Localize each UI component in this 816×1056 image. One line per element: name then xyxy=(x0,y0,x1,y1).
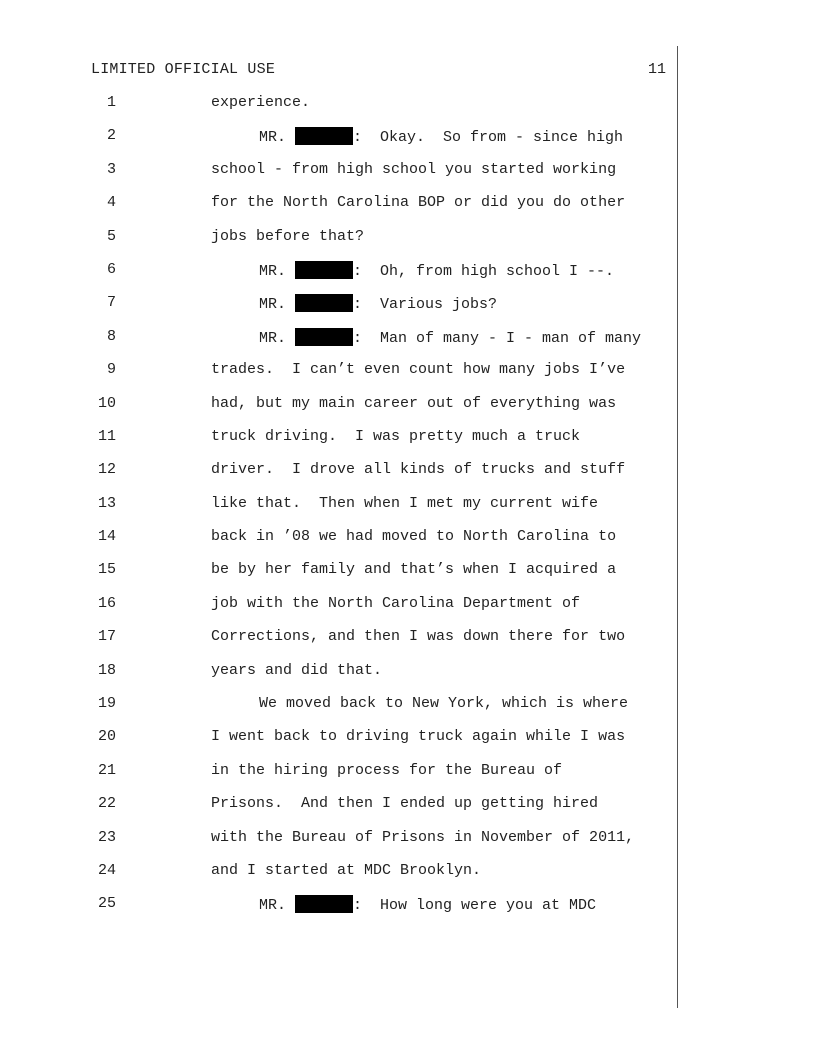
line-text xyxy=(211,795,598,812)
right-margin-rule xyxy=(677,46,678,1008)
line-text xyxy=(211,495,598,512)
transcript-line xyxy=(0,595,677,628)
line-number: 2 xyxy=(106,127,116,145)
transcript-body xyxy=(0,94,677,929)
redaction-box xyxy=(295,261,353,279)
line-content: : Various jobs? xyxy=(353,296,498,314)
line-text xyxy=(211,561,616,578)
line-content: We moved back to New York, which is where xyxy=(259,695,629,713)
line-text xyxy=(211,194,625,211)
line-text xyxy=(211,228,364,245)
line-text xyxy=(211,762,562,779)
line-text xyxy=(211,662,382,679)
line-content: school - from high school you started working xyxy=(211,160,617,178)
line-content: jobs before that? xyxy=(211,227,365,245)
line-number: 18 xyxy=(97,661,116,679)
transcript-line xyxy=(0,495,677,528)
speaker-prefix: MR. xyxy=(259,329,296,347)
line-content: and I started at MDC Brooklyn. xyxy=(211,861,482,879)
line-text xyxy=(211,428,580,445)
line-content: : How long were you at MDC xyxy=(353,897,597,915)
redaction-box xyxy=(295,294,353,312)
line-content: Prisons. And then I ended up getting hired xyxy=(211,795,599,813)
transcript-line xyxy=(0,829,677,862)
speaker-prefix: MR. xyxy=(259,897,296,915)
line-text xyxy=(259,695,628,712)
line-content: experience. xyxy=(211,94,311,111)
line-number: 8 xyxy=(106,327,116,345)
line-number: 23 xyxy=(97,828,116,846)
line-content: : Oh, from high school I --. xyxy=(353,262,615,280)
line-text xyxy=(211,595,580,612)
transcript-line xyxy=(0,461,677,494)
line-number: 11 xyxy=(97,427,116,445)
line-content: in the hiring process for the Bureau of xyxy=(211,761,563,779)
transcript-line xyxy=(0,328,677,361)
transcript-line xyxy=(0,127,677,160)
transcript-line xyxy=(0,161,677,194)
line-text xyxy=(211,395,616,412)
transcript-line xyxy=(0,662,677,695)
line-content: : Man of many - I - man of many xyxy=(353,329,642,347)
line-text xyxy=(211,829,634,846)
transcript-line xyxy=(0,194,677,227)
line-number: 12 xyxy=(97,461,116,479)
transcript-line xyxy=(0,395,677,428)
redaction-box xyxy=(295,895,353,913)
line-text xyxy=(259,895,596,914)
line-number: 22 xyxy=(97,795,116,813)
line-number: 25 xyxy=(97,895,116,913)
line-number: 24 xyxy=(97,861,116,879)
transcript-line xyxy=(0,261,677,294)
speaker-prefix: MR. xyxy=(259,129,296,147)
transcript-line xyxy=(0,695,677,728)
line-number: 14 xyxy=(97,528,116,546)
line-content: driver. I drove all kinds of trucks and stuff xyxy=(211,461,626,479)
line-content: truck driving. I was pretty much a truck xyxy=(211,427,581,445)
line-content: be by her family and that’s when I acquired a xyxy=(211,561,617,579)
line-number: 1 xyxy=(106,94,116,111)
line-text xyxy=(259,294,497,313)
line-text xyxy=(211,161,616,178)
line-content: Corrections, and then I was down there for two xyxy=(211,628,626,646)
transcript-line xyxy=(0,228,677,261)
redaction-box xyxy=(295,328,353,346)
line-text xyxy=(211,361,625,378)
line-text xyxy=(259,127,623,146)
line-content: I went back to driving truck again while I was xyxy=(211,728,626,746)
transcript-line xyxy=(0,628,677,661)
line-content: years and did that. xyxy=(211,661,383,679)
speaker-prefix: MR. xyxy=(259,296,296,314)
line-text xyxy=(211,461,625,478)
transcript-line xyxy=(0,361,677,394)
transcript-line xyxy=(0,94,677,127)
line-content: : Okay. So from - since high xyxy=(353,129,624,147)
transcript-line xyxy=(0,862,677,895)
line-text xyxy=(259,328,641,347)
line-content: job with the North Carolina Department of xyxy=(211,594,581,612)
line-number: 10 xyxy=(97,394,116,412)
line-content: for the North Carolina BOP or did you do other xyxy=(211,194,626,212)
line-number: 5 xyxy=(106,227,116,245)
redaction-box xyxy=(295,127,353,145)
line-number: 6 xyxy=(106,260,116,278)
line-text xyxy=(211,728,625,745)
transcript-line xyxy=(0,895,677,928)
line-number: 9 xyxy=(106,361,116,379)
classification-marking: LIMITED OFFICIAL USE xyxy=(91,61,276,78)
line-text xyxy=(211,94,310,111)
transcript-line xyxy=(0,428,677,461)
line-text xyxy=(211,862,481,879)
line-number: 15 xyxy=(97,561,116,579)
line-text xyxy=(259,261,614,280)
line-content: had, but my main career out of everything was xyxy=(211,394,617,412)
line-number: 7 xyxy=(106,294,116,312)
transcript-line xyxy=(0,528,677,561)
line-number: 13 xyxy=(97,494,116,512)
line-content: back in ’08 we had moved to North Carolina to xyxy=(211,528,617,546)
transcript-line xyxy=(0,795,677,828)
speaker-prefix: MR. xyxy=(259,262,296,280)
line-content: trades. I can’t even count how many jobs I’ve xyxy=(211,361,626,379)
line-content: like that. Then when I met my current wife xyxy=(211,494,599,512)
line-number: 16 xyxy=(97,594,116,612)
line-text xyxy=(211,628,625,645)
line-number: 4 xyxy=(106,194,116,212)
transcript-line xyxy=(0,561,677,594)
transcript-line xyxy=(0,762,677,795)
transcript-line xyxy=(0,294,677,327)
line-number: 20 xyxy=(97,728,116,746)
line-text xyxy=(211,528,616,545)
line-number: 3 xyxy=(106,160,116,178)
transcript-line xyxy=(0,728,677,761)
line-number: 21 xyxy=(97,761,116,779)
line-number: 19 xyxy=(97,695,116,713)
line-content: with the Bureau of Prisons in November of 2011, xyxy=(211,828,635,846)
line-number: 17 xyxy=(97,628,116,646)
page-number: 11 xyxy=(648,61,667,78)
